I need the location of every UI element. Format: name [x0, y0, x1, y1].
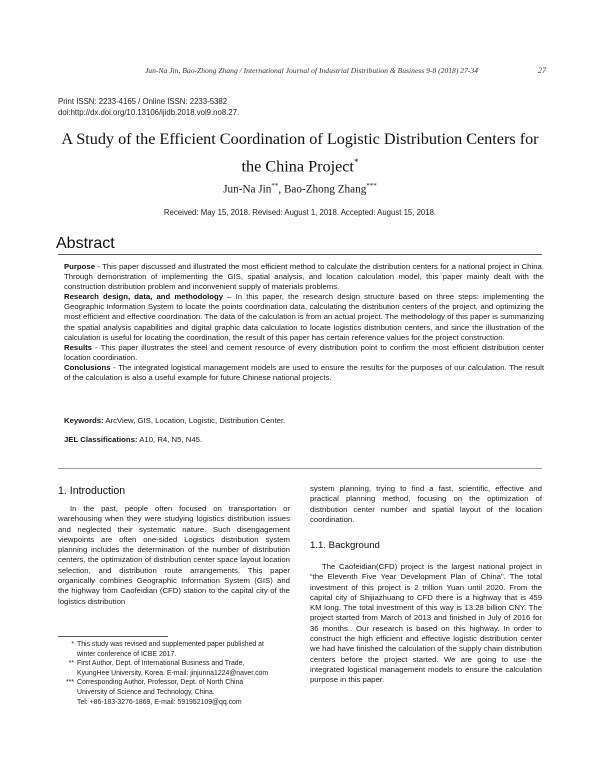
running-head: Jun-Na Jin, Bao-Zhong Zhang / International Journal of Industrial Distribution & Business 9-8 (2018) 27-34 — [144, 66, 478, 75]
intro-body — [58, 504, 290, 607]
results-label: Results — [64, 342, 92, 352]
background-body — [310, 562, 542, 686]
title-line-2 — [58, 151, 542, 178]
title-line-1: A Study of the Efficient Coordination of Logistic Distribution Centers for — [61, 130, 539, 148]
footnote-mark: * — [71, 641, 74, 648]
intro-continued-paragraph: system planning, trying to find a fast, scientific, effective and practical planning method, focusing on the optimization of distribution center number and spatial layout of the location coordination. — [310, 484, 542, 524]
footnote-mark: ** — [68, 660, 74, 668]
jel-text: A10, R4, N5, N45. — [137, 435, 203, 444]
footnote-line: This study was revised and supplemented paper published at — [77, 641, 264, 648]
abstract-heading: Abstract — [56, 235, 115, 252]
author-second-mark: *** — [366, 182, 377, 190]
issn-block — [58, 97, 239, 118]
purpose-text: - This paper discussed and illustrated the most efficient method to calculate the distribution centers for a national project in China. Through demonstration of implementing the GIS, spatial analysis, and location calculation model, this paper mainly dealt with the construction distribution problem and inconvenient supply of materials problems. — [64, 262, 544, 292]
results-text: - This paper illustrates the steel and cement resource of every distribution point to confirm the most efficient distribution center location coordination. — [64, 342, 544, 362]
footnote-line: Tel: +86-183-3276-1869, E-mail: 591952109@qq.com — [77, 698, 242, 706]
footnote-3 — [58, 678, 294, 707]
conclusions-text: - The integrated logistical management models are used to ensure the results for the purposes of our calculation. The result of the calculation is also a useful example for future Chinese national projects. — [64, 362, 544, 383]
issn-line: Print ISSN: 2233-4165 / Online ISSN: 2233-5382 — [58, 97, 228, 106]
keywords-label: Keywords: — [64, 416, 104, 425]
abstract-design — [64, 292, 544, 342]
footnotes — [58, 640, 294, 707]
author-first: Jun-Na Jin — [223, 183, 272, 196]
footnote-rule — [58, 636, 168, 637]
intro-continued — [310, 484, 542, 525]
abstract-results — [64, 343, 544, 363]
background-heading: 1.1. Background — [310, 540, 380, 551]
footnote-line: Corresponding Author, Professor, Dept. of North China — [77, 679, 244, 687]
design-text: – In this paper, the research design structure based on three steps: implementing the Geographic Information System to locate the points coordination data, calculating the distribution centers of the project, and optimizing the most efficient and effective coordination. The data of the calculation is from an actual project. The methodology of this paper is summarizing the spatial analysis capabilities and digital graphic data calculation to locate logistics distribution centers, and since the illustration of the calculation is useful for locating the coordination, the result of this paper has certain reference values for the project construction. — [64, 292, 545, 342]
jel-label: JEL Classifications: — [64, 435, 138, 444]
received-dates: Received: May 15, 2018. Revised: August 1, 2018. Accepted: August 15, 2018. — [163, 208, 437, 217]
intro-paragraph: In the past, people often focused on transportation or warehousing when they were studying logistics distribution issues and neglected their systematic nature. Such disengagement viewpoints are often one-sided Logistics distribution system planning includes the determination of the number of distribution centers, the optimization of distribution center space layout location selection, and distribution route arrangements. This paper organically combines Geographic Information System (GIS) and the highway from Caofeidian (CFD) station to the capital city of the logistics distribution — [58, 504, 290, 606]
author-second: Bao-Zhong Zhang — [283, 183, 367, 196]
intro-heading: 1. Introduction — [58, 485, 126, 497]
paper-title — [58, 128, 542, 178]
purpose-label: Purpose — [64, 262, 96, 271]
page-number: 27 — [538, 66, 546, 75]
title-line-2-text: the China Project — [241, 157, 354, 176]
conclusions-label: Conclusions — [64, 362, 111, 372]
abstract-conclusions — [64, 363, 544, 383]
abstract-rule — [58, 254, 542, 255]
jel-classifications — [64, 435, 202, 444]
footnote-line: First Author, Dept. of International Business and Trade, — [77, 660, 245, 668]
background-paragraph: The Caofeidian(CFD) project is the largest national project in “the Eleventh Five Year Development Plan of China”. The total investment of this project is 2 trillion Yuan until 2020. From the capital city of Shijiazhuang to CFD there is a highway that is 459 KM long. The total investment of this way is 13.28 billion CNY. The project started from March of 2013 and finished in July of 2016 for 36 months.. Our research is based on this highway. In order to construct the high efficient and effective logistic distribution center we had have finished the calculation of the supply chain distribution centers before the project started. We are going to use the integrated logistical management models to ensure the calculation purpose in this paper. — [310, 562, 542, 685]
author-line — [58, 182, 542, 196]
title-footnote-mark: * — [353, 157, 359, 167]
author-first-mark: ** — [271, 182, 279, 190]
keywords — [64, 416, 285, 425]
design-label: Research design, data, and methodology — [64, 292, 224, 302]
footnote-2 — [58, 659, 294, 678]
abstract-purpose — [64, 262, 544, 292]
abstract-body — [64, 262, 544, 383]
footnote-line: University of Science and Technology, China. — [77, 688, 215, 696]
keywords-text: ArcView, GIS, Location, Logistic, Distribution Center. — [103, 416, 286, 425]
footnote-line: KyungHee University, Korea. E-mail: jinjunna1224@naver.com — [77, 669, 269, 677]
footnote-1 — [58, 640, 294, 659]
section-rule — [58, 468, 542, 469]
author-separator: , — [278, 183, 284, 196]
footnote-line: winter conference of ICBE 2017. — [77, 650, 177, 658]
doi-line: doi:http://dx.doi.org/10.13106/ijidb.2018.vol9.no8.27. — [58, 107, 240, 117]
footnote-mark: *** — [65, 679, 74, 687]
